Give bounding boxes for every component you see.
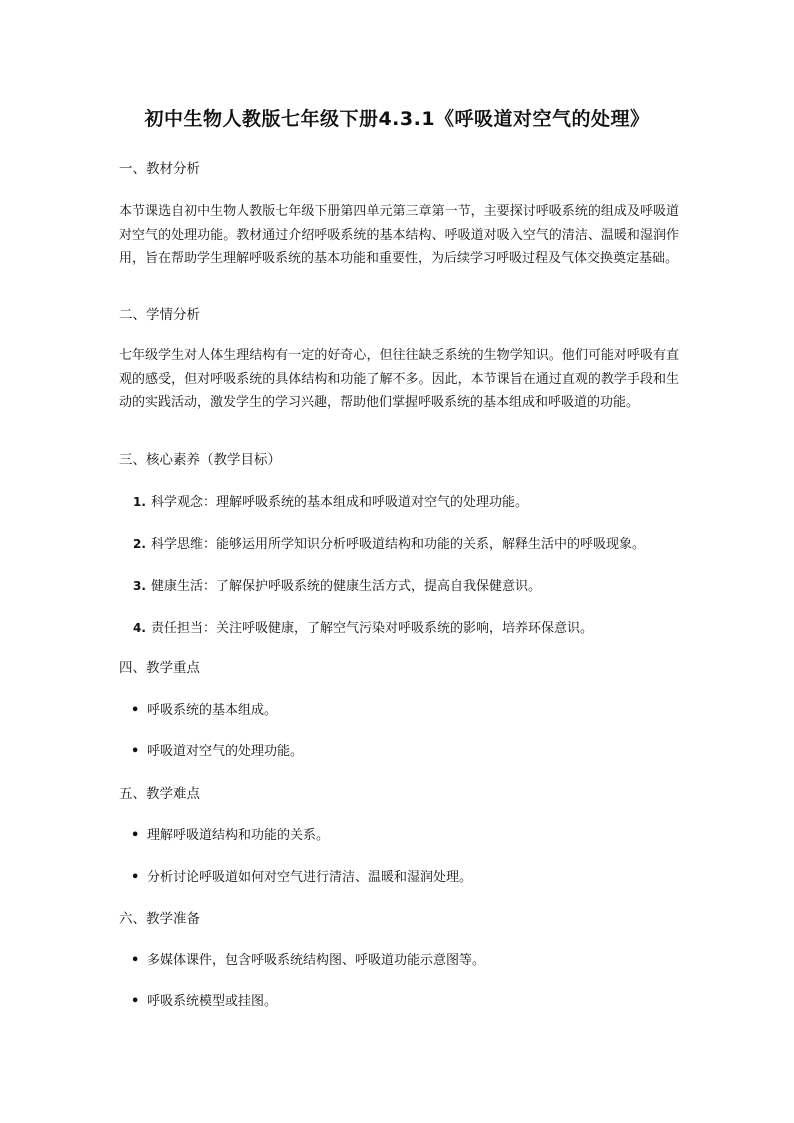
difficulty-item xyxy=(131,825,329,847)
bullet-icon: • xyxy=(131,994,140,1009)
bullet-icon: • xyxy=(131,870,140,885)
difficulty-text: 分析讨论呼吸道如何对空气进行清洁、温暖和湿润处理。 xyxy=(147,870,473,885)
goal-item-number: 4. xyxy=(133,621,146,635)
goal-item xyxy=(133,575,541,598)
section-heading-students: 二、学情分析 xyxy=(119,307,200,323)
bullet-icon: • xyxy=(131,828,140,843)
preparation-item xyxy=(131,950,485,972)
goal-item-text: 科学思维：能够运用所学知识分析呼吸道结构和功能的关系，解释生活中的呼吸现象。 xyxy=(151,537,646,552)
section-heading-difficulties: 五、教学难点 xyxy=(119,786,200,802)
goal-item-number: 1. xyxy=(133,495,146,509)
section-text-students: 七年级学生对人体生理结构有一定的好奇心，但往往缺乏系统的生物学知识。他们可能对呼吸有直观的感受，但对呼吸系统的具体结构和功能了解不多。因此，本节课旨在通过直观的教学手段和生动的实践活动，激发学生的学习兴趣，帮助他们掌握呼吸系统的基本组成和呼吸道的功能。 xyxy=(119,348,679,410)
bullet-icon: • xyxy=(131,703,140,718)
bullet-icon: • xyxy=(131,953,140,968)
goal-item-text: 责任担当：关注呼吸健康，了解空气污染对呼吸系统的影响，培养环保意识。 xyxy=(151,621,594,636)
key-point-item xyxy=(131,741,303,763)
section-heading-preparation: 六、教学准备 xyxy=(119,911,200,927)
preparation-item xyxy=(131,991,277,1013)
section-heading-key-points: 四、教学重点 xyxy=(119,660,200,676)
goal-item-text: 健康生活：了解保护呼吸系统的健康生活方式，提高自我保健意识。 xyxy=(151,579,542,594)
key-point-text: 呼吸道对空气的处理功能。 xyxy=(147,744,304,759)
goal-item-number: 2. xyxy=(133,537,146,551)
goal-item xyxy=(133,617,593,640)
section-heading-goals: 三、核心素养（教学目标） xyxy=(119,452,281,468)
goal-item-text: 科学观念：理解呼吸系统的基本组成和呼吸道对空气的处理功能。 xyxy=(151,495,529,510)
key-point-item xyxy=(131,700,277,722)
bullet-icon: • xyxy=(131,744,140,759)
section-text-analysis: 本节课选自初中生物人教版七年级下册第四单元第三章第一节，主要探讨呼吸系统的组成及呼吸道对空气的处理功能。教材通过介绍呼吸系统的基本结构、呼吸道对吸入空气的清洁、温暖和湿润作用，旨在帮助学生理解呼吸系统的基本功能和重要性，为后续学习呼吸过程及气体交换奠定基础。 xyxy=(119,204,679,266)
difficulty-text: 理解呼吸道结构和功能的关系。 xyxy=(147,828,330,843)
goal-item xyxy=(133,533,645,556)
preparation-text: 多媒体课件，包含呼吸系统结构图、呼吸道功能示意图等。 xyxy=(147,953,486,968)
document-title: 初中生物人教版七年级下册4.3.1《呼吸道对空气的处理》 xyxy=(144,108,650,130)
goal-item-number: 3. xyxy=(133,579,146,593)
preparation-text: 呼吸系统模型或挂图。 xyxy=(147,994,278,1009)
section-heading-analysis: 一、教材分析 xyxy=(119,161,200,177)
key-point-text: 呼吸系统的基本组成。 xyxy=(147,703,278,718)
goal-item xyxy=(133,491,528,514)
difficulty-item xyxy=(131,867,472,889)
